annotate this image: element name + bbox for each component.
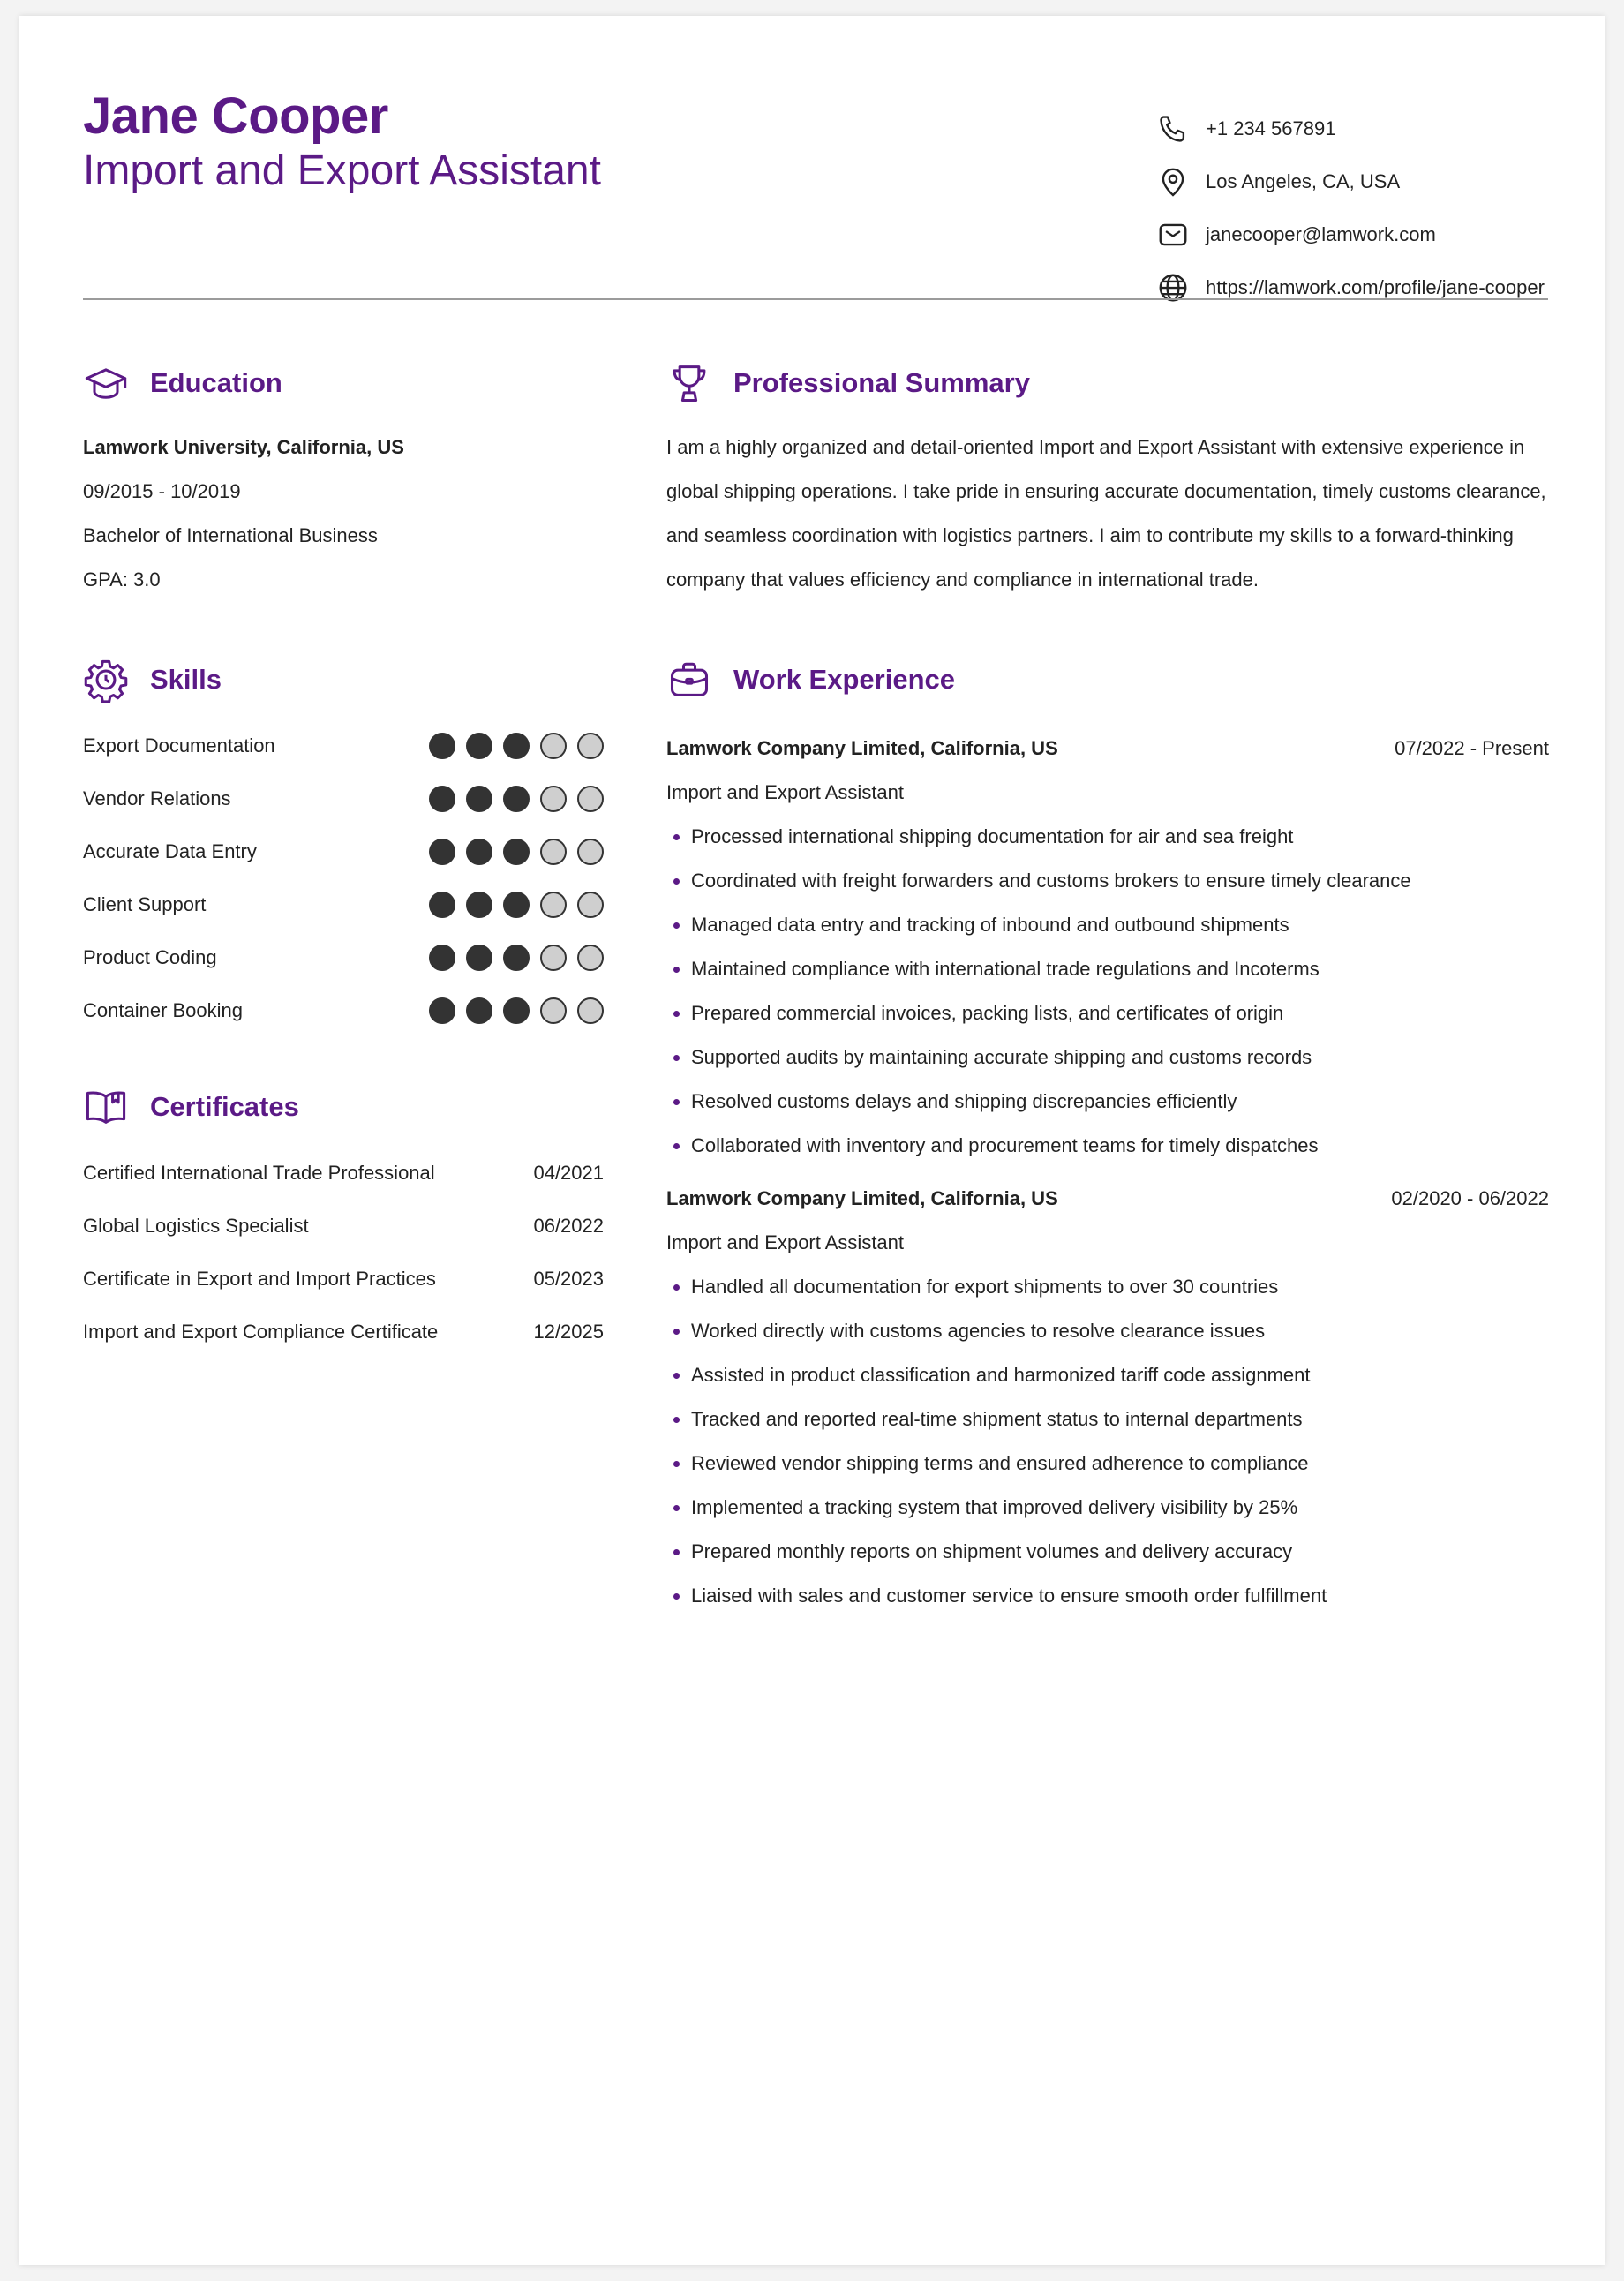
skill-rating	[429, 997, 604, 1024]
summary-title: Professional Summary	[733, 367, 1030, 398]
job-bullet: Maintained compliance with international trade regulations and Incoterms	[666, 947, 1549, 991]
contact-email-text: janecooper@lamwork.com	[1206, 223, 1436, 245]
contact-phone	[1156, 102, 1580, 155]
skill-label: Product Coding	[83, 946, 217, 968]
certificate-row	[83, 1253, 604, 1306]
skill-dot-filled	[429, 786, 455, 812]
skill-dot-empty	[577, 997, 604, 1024]
certificate-date: 05/2023	[533, 1268, 604, 1290]
skill-row	[83, 825, 604, 878]
book-icon	[83, 1084, 129, 1130]
skill-dot-empty	[577, 945, 604, 971]
skill-row	[83, 772, 604, 825]
header-divider	[83, 298, 1548, 300]
education-school: Lamwork University, California, US	[83, 436, 404, 458]
skill-rating	[429, 733, 604, 759]
skill-label: Accurate Data Entry	[83, 840, 257, 862]
experience-heading	[666, 657, 955, 703]
gear-icon	[83, 657, 129, 703]
skill-dot-empty	[540, 786, 567, 812]
job-entry	[666, 726, 1549, 1168]
job-role: Import and Export Assistant	[666, 1231, 905, 1253]
skill-dot-filled	[503, 786, 530, 812]
skill-rating	[429, 892, 604, 918]
phone-icon	[1156, 112, 1190, 146]
experience-title: Work Experience	[733, 664, 955, 695]
job-company: Lamwork Company Limited, California, US	[666, 1187, 1058, 1209]
job-dates: 02/2020 - 06/2022	[1391, 1187, 1549, 1209]
certificate-row	[83, 1200, 604, 1253]
skill-dot-filled	[466, 892, 492, 918]
job-bullet: Assisted in product classification and harmonized tariff code assignment	[666, 1353, 1549, 1397]
skill-row	[83, 719, 604, 772]
job-bullet: Worked directly with customs agencies to resolve clearance issues	[666, 1309, 1549, 1353]
job-bullet: Liaised with sales and customer service to ensure smooth order fulfillment	[666, 1574, 1549, 1618]
skill-dot-filled	[466, 839, 492, 865]
certificate-row	[83, 1147, 604, 1200]
summary-text	[666, 425, 1549, 602]
skill-dot-filled	[429, 733, 455, 759]
job-role: Import and Export Assistant	[666, 781, 905, 803]
graduation-cap-icon	[83, 360, 129, 406]
skill-dot-empty	[540, 839, 567, 865]
contact-website	[1156, 261, 1580, 314]
job-bullet: Handled all documentation for export shipments to over 30 countries	[666, 1265, 1549, 1309]
contact-email	[1156, 208, 1580, 261]
skill-dot-empty	[540, 892, 567, 918]
certificate-name: Certified International Trade Professional	[83, 1162, 435, 1184]
summary-heading	[666, 360, 1030, 406]
candidate-title: Import and Export Assistant	[83, 147, 601, 194]
skill-dot-filled	[503, 839, 530, 865]
job-bullet: Collaborated with inventory and procurement teams for timely dispatches	[666, 1124, 1549, 1168]
summary-line: company that values efficiency and compliance in international trade.	[666, 568, 1259, 591]
skills-title: Skills	[150, 664, 222, 695]
skill-dot-filled	[466, 786, 492, 812]
certificate-name: Certificate in Export and Import Practices	[83, 1268, 436, 1290]
certificates-title: Certificates	[150, 1091, 299, 1122]
education-body	[83, 425, 604, 602]
contact-block	[1156, 102, 1580, 314]
skill-dot-empty	[577, 786, 604, 812]
skill-dot-filled	[429, 997, 455, 1024]
skill-dot-filled	[429, 892, 455, 918]
education-title: Education	[150, 367, 282, 398]
skills-heading	[83, 657, 222, 703]
briefcase-icon	[666, 657, 712, 703]
skill-label: Container Booking	[83, 999, 244, 1021]
skill-dot-filled	[466, 733, 492, 759]
skill-dot-filled	[466, 997, 492, 1024]
skill-dot-filled	[429, 839, 455, 865]
skill-dot-filled	[503, 997, 530, 1024]
job-bullet: Reviewed vendor shipping terms and ensured adherence to compliance	[666, 1442, 1549, 1486]
skill-dot-filled	[503, 733, 530, 759]
skill-dot-empty	[540, 945, 567, 971]
job-bullet: Supported audits by maintaining accurate shipping and customs records	[666, 1035, 1549, 1080]
certificate-date: 12/2025	[533, 1321, 604, 1343]
job-dates: 07/2022 - Present	[1395, 737, 1549, 759]
certificate-date: 04/2021	[533, 1162, 604, 1184]
skill-dot-empty	[577, 733, 604, 759]
skill-dot-empty	[540, 997, 567, 1024]
skill-rating	[429, 945, 604, 971]
certificate-name: Import and Export Compliance Certificate	[83, 1321, 439, 1343]
job-entry	[666, 1177, 1549, 1618]
skill-dot-filled	[503, 892, 530, 918]
certificate-name: Global Logistics Specialist	[83, 1215, 309, 1237]
education-dates: 09/2015 - 10/2019	[83, 480, 241, 502]
contact-location-text: Los Angeles, CA, USA	[1206, 170, 1401, 192]
trophy-icon	[666, 360, 712, 406]
summary-line: I am a highly organized and detail-oriented Import and Export Assistant with extensive experience in	[666, 436, 1525, 458]
contact-phone-text: +1 234 567891	[1206, 117, 1336, 139]
job-bullets	[666, 815, 1549, 1168]
job-bullet: Processed international shipping documentation for air and sea freight	[666, 815, 1549, 859]
contact-location	[1156, 155, 1580, 208]
job-header	[666, 1177, 1549, 1221]
job-bullet: Prepared commercial invoices, packing lists, and certificates of origin	[666, 991, 1549, 1035]
skill-row	[83, 878, 604, 931]
certificate-row	[83, 1306, 604, 1359]
education-heading	[83, 360, 282, 406]
job-bullet: Coordinated with freight forwarders and customs brokers to ensure timely clearance	[666, 859, 1549, 903]
job-bullet: Managed data entry and tracking of inbound and outbound shipments	[666, 903, 1549, 947]
job-bullet: Prepared monthly reports on shipment volumes and delivery accuracy	[666, 1530, 1549, 1574]
skill-label: Vendor Relations	[83, 787, 231, 809]
candidate-name: Jane Cooper	[83, 87, 388, 145]
location-pin-icon	[1156, 165, 1190, 199]
skill-rating	[429, 839, 604, 865]
job-company: Lamwork Company Limited, California, US	[666, 737, 1058, 759]
job-bullet: Resolved customs delays and shipping discrepancies efficiently	[666, 1080, 1549, 1124]
summary-line: and seamless coordination with logistics partners. I aim to contribute my skills to a forward-thinking	[666, 524, 1514, 546]
certificates-list	[83, 1147, 604, 1359]
skill-rating	[429, 786, 604, 812]
skill-dot-filled	[429, 945, 455, 971]
skill-dot-empty	[577, 892, 604, 918]
contact-website-text: https://lamwork.com/profile/jane-cooper	[1206, 276, 1545, 298]
resume-page	[19, 16, 1605, 2265]
skill-row	[83, 931, 604, 984]
skill-dot-empty	[540, 733, 567, 759]
skill-label: Export Documentation	[83, 734, 275, 757]
job-header	[666, 726, 1549, 771]
certificates-heading	[83, 1084, 299, 1130]
skill-dot-filled	[503, 945, 530, 971]
education-degree: Bachelor of International Business	[83, 524, 378, 546]
job-bullet: Tracked and reported real-time shipment status to internal departments	[666, 1397, 1549, 1442]
skill-dot-filled	[466, 945, 492, 971]
mail-icon	[1156, 218, 1190, 252]
education-gpa: GPA: 3.0	[83, 568, 161, 591]
certificate-date: 06/2022	[533, 1215, 604, 1237]
skills-list	[83, 719, 604, 1037]
job-bullets	[666, 1265, 1549, 1618]
job-bullet: Implemented a tracking system that improved delivery visibility by 25%	[666, 1486, 1549, 1530]
summary-line: global shipping operations. I take pride in ensuring accurate documentation, timely customs clearance,	[666, 480, 1546, 502]
skill-label: Client Support	[83, 893, 207, 915]
skill-row	[83, 984, 604, 1037]
skill-dot-empty	[577, 839, 604, 865]
